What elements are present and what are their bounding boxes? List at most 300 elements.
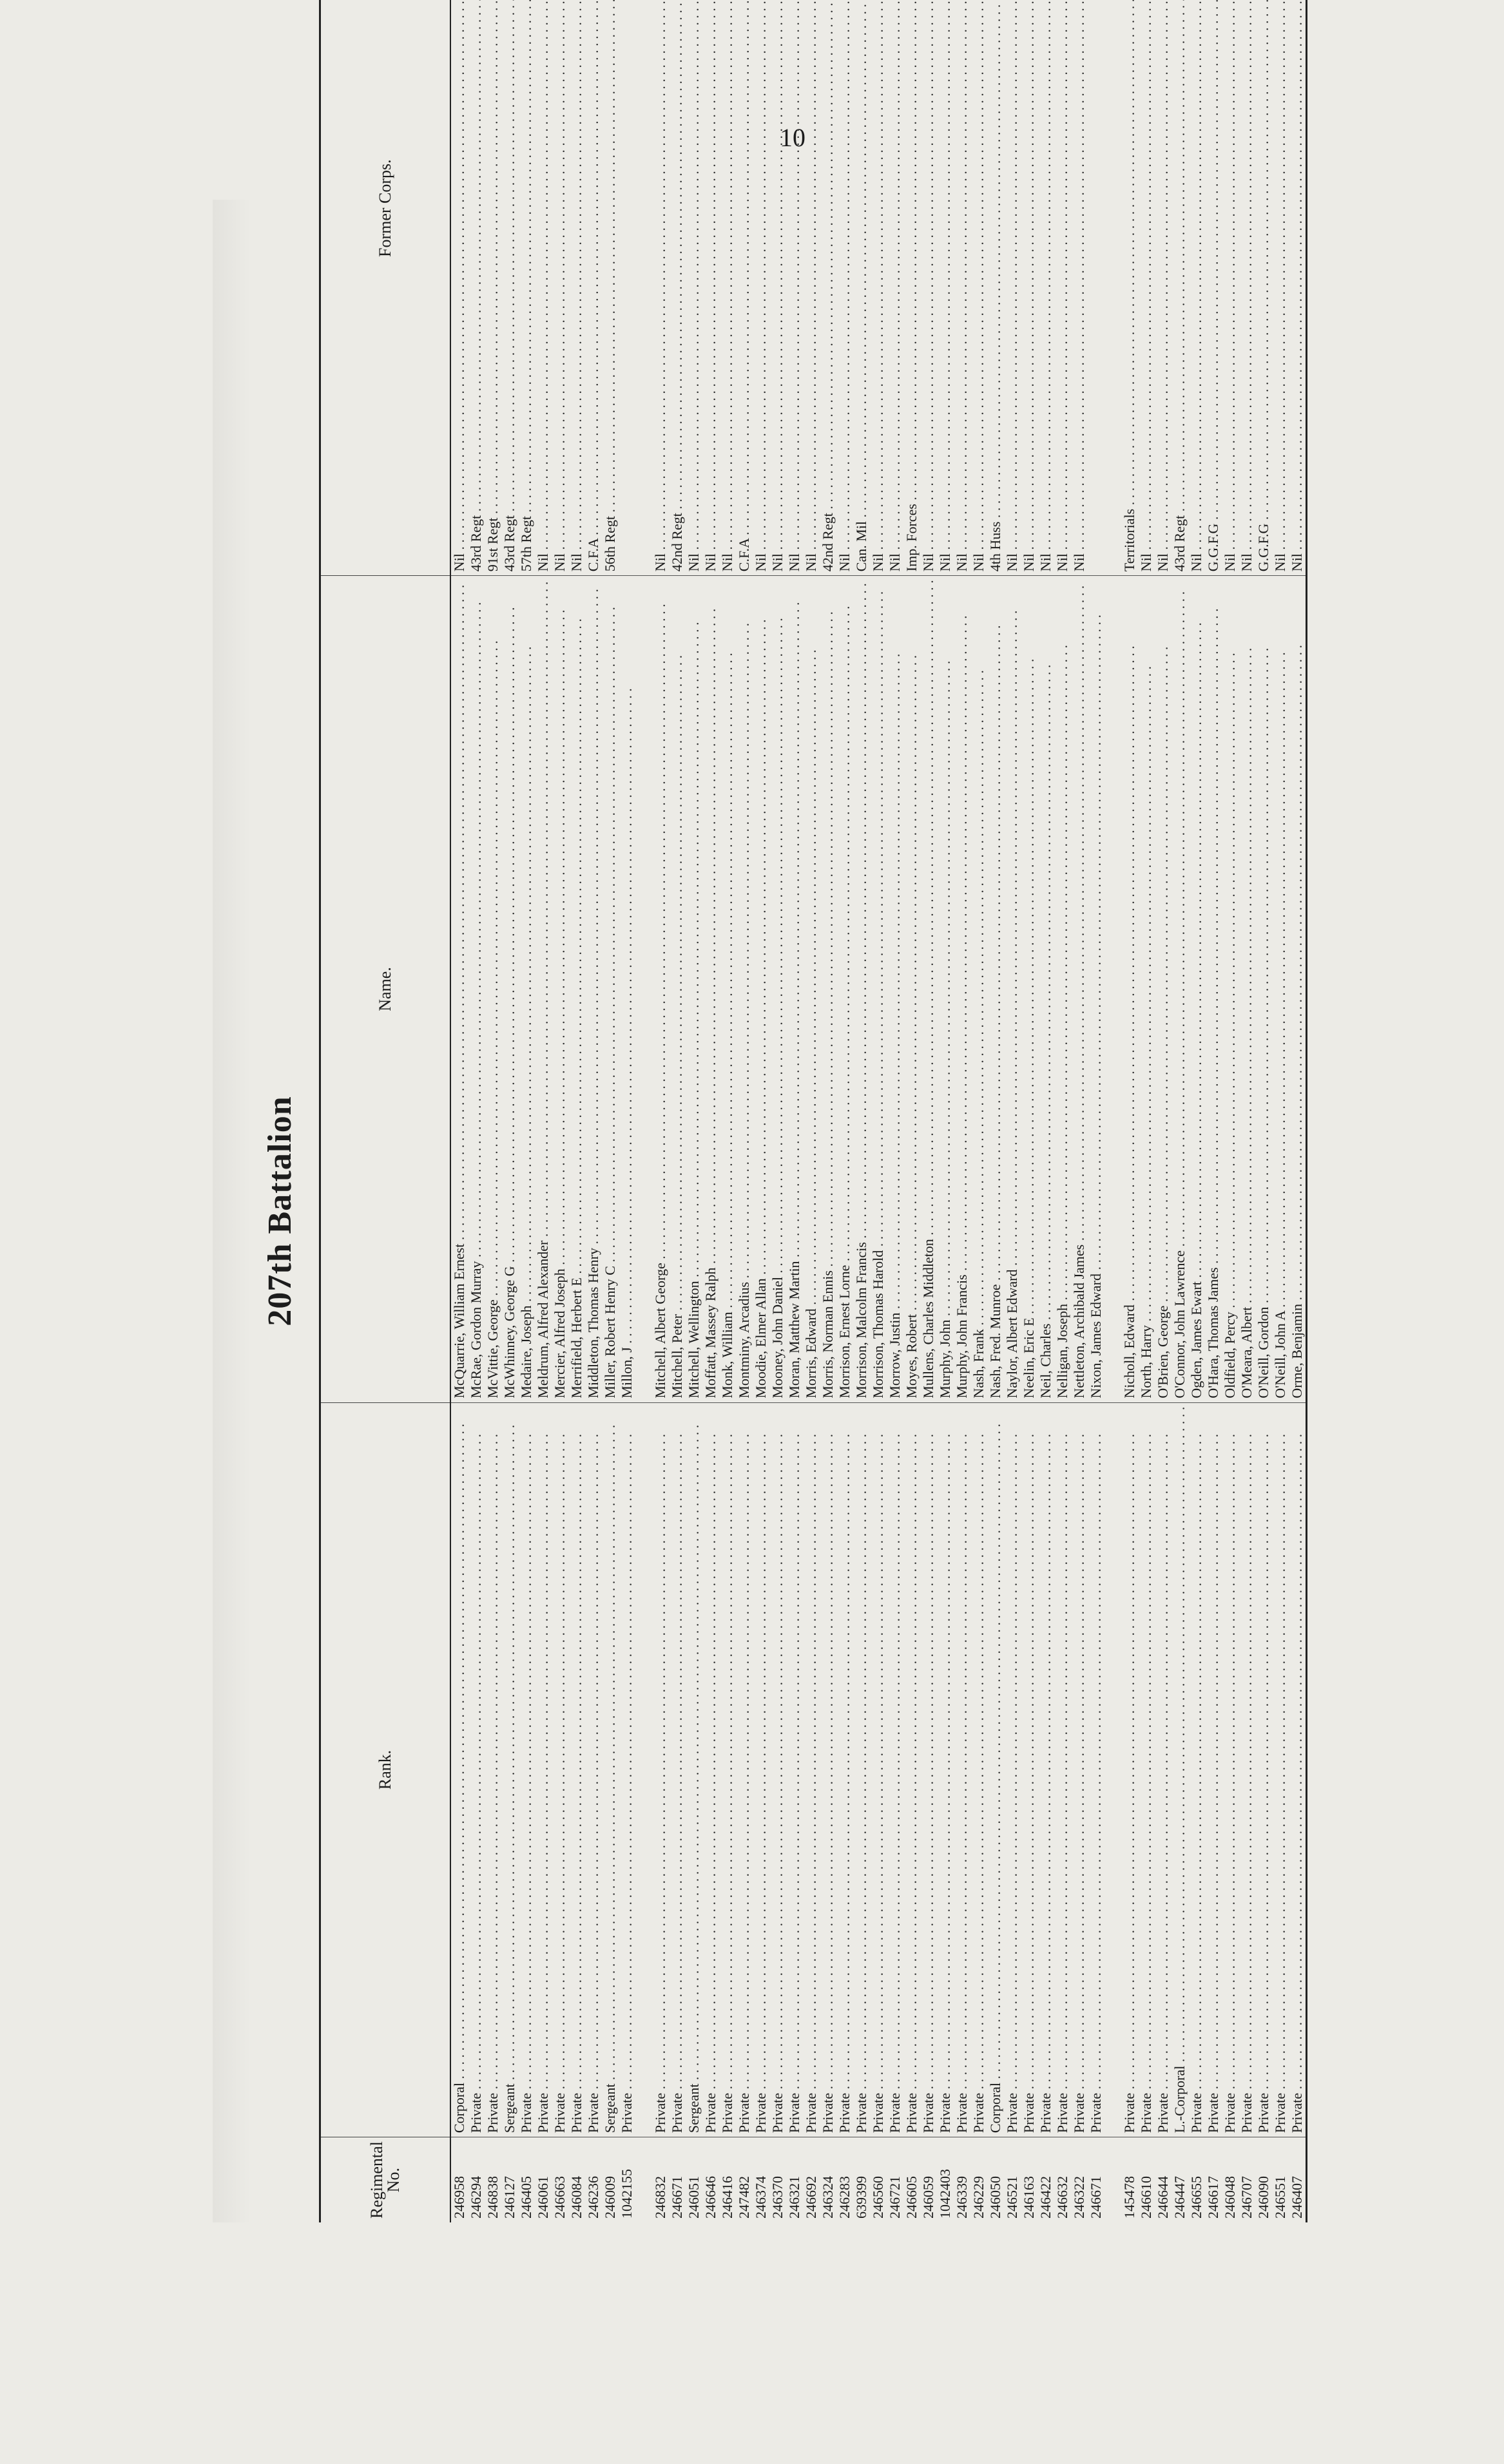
table-row: [619, 0, 635, 2222]
cell-rank-text: Private . . .: [486, 1407, 500, 2133]
cell-corps: [652, 0, 669, 576]
cell-corps: [518, 0, 535, 576]
cell-rank: [836, 1402, 853, 2137]
cell-corps: [485, 0, 501, 576]
cell-rank: [1272, 1402, 1289, 2137]
cell-rank: [1205, 1402, 1222, 2137]
cell-name-text: McRae, Gordon Murray . . .: [469, 580, 483, 1398]
cell-rank: [702, 1402, 719, 2137]
cell-no-text: 246646: [702, 2176, 718, 2219]
cell-corps-text: Nil . . .: [687, 0, 701, 571]
cell-no: [803, 2137, 820, 2222]
header-name: Name.: [320, 576, 451, 1402]
table-row: [702, 0, 719, 2222]
cell-name-text: McVittie, George . . .: [486, 580, 500, 1398]
cell-name: [1205, 576, 1222, 1402]
cell-rank: [1289, 1402, 1307, 2137]
cell-corps-text: Nil . . .: [754, 0, 768, 571]
cell-no: [920, 2137, 937, 2222]
table-row: [870, 0, 887, 2222]
cell-rank: [853, 1402, 870, 2137]
cell-corps: [803, 0, 820, 576]
cell-corps: [1054, 0, 1071, 576]
cell-name: [920, 576, 937, 1402]
cell-rank-text: Private . . .: [1022, 1407, 1036, 2133]
table-row: [1205, 0, 1222, 2222]
cell-corps-text: Nil . . .: [838, 0, 852, 571]
cell-no-text: 246407: [1289, 2176, 1305, 2219]
cell-no-text: 246009: [602, 2176, 618, 2219]
cell-no: [954, 2137, 970, 2222]
cell-no-text: 1042155: [619, 2169, 635, 2219]
cell-rank-text: Sergeant . . .: [687, 1407, 701, 2133]
cell-no-text: 246958: [451, 2176, 467, 2219]
cell-name: [485, 576, 501, 1402]
header-rank: Rank.: [320, 1402, 451, 2137]
cell-corps-text: Nil . . .: [452, 0, 467, 571]
table-row: [585, 0, 602, 2222]
group-spacer: [635, 0, 652, 2222]
cell-no-text: 246339: [954, 2176, 970, 2219]
cell-corps: [552, 0, 568, 576]
cell-name: [803, 576, 820, 1402]
cell-corps: [1205, 0, 1222, 576]
cell-rank: [1071, 1402, 1088, 2137]
cell-corps: [820, 0, 836, 576]
cell-corps: [669, 0, 686, 576]
table-row: [669, 0, 686, 2222]
header-row: [320, 0, 396, 2222]
cell-corps-text: 43rd Regt . . .: [469, 0, 483, 571]
cell-rank-text: Private . . .: [838, 1407, 852, 2133]
table-row: [568, 0, 585, 2222]
cell-rank: [920, 1402, 937, 2137]
rotated-roll: [261, 159, 1395, 2222]
cell-no-text: 246521: [1004, 2176, 1020, 2219]
cell-corps: [920, 0, 937, 576]
cell-rank: [485, 1402, 501, 2137]
cell-no: [753, 2137, 769, 2222]
cell-rank: [786, 1402, 803, 2137]
cell-no-text: 246084: [568, 2176, 584, 2219]
cell-name: [602, 576, 619, 1402]
cell-no-text: 246655: [1188, 2176, 1204, 2219]
cell-name-text: Morris, Norman Ennis . . .: [821, 580, 835, 1398]
cell-no-text: 246671: [669, 2176, 685, 2219]
cell-no: [518, 2137, 535, 2222]
table-row: [903, 0, 920, 2222]
cell-name: [736, 576, 753, 1402]
cell-rank: [970, 1402, 987, 2137]
cell-name-text: Nicholl, Edward . . .: [1123, 580, 1137, 1398]
table-row: [987, 0, 1004, 2222]
cell-name-text: O'Neill, John A . . .: [1273, 580, 1287, 1398]
cell-no: [1004, 2137, 1021, 2222]
cell-rank: [585, 1402, 602, 2137]
table-row: [652, 0, 669, 2222]
cell-rank: [1088, 1402, 1104, 2137]
cell-name: [585, 576, 602, 1402]
table-row: [535, 0, 552, 2222]
cell-rank-text: Sergeant . . .: [603, 1407, 617, 2133]
cell-rank: [719, 1402, 736, 2137]
cell-name-text: Moyes, Robert . . .: [905, 580, 919, 1398]
cell-name: [501, 576, 518, 1402]
cell-no: [1171, 2137, 1188, 2222]
cell-no: [1289, 2137, 1307, 2222]
cell-name: [769, 576, 786, 1402]
cell-rank-text: Private . . .: [720, 1407, 735, 2133]
cell-no: [1054, 2137, 1071, 2222]
cell-name-text: Millon, J . . .: [620, 580, 634, 1398]
cell-rank: [803, 1402, 820, 2137]
cell-corps-text: Nil . . .: [804, 0, 818, 571]
cell-name: [937, 576, 954, 1402]
cell-corps-text: G.G.F.G . . .: [1257, 0, 1271, 571]
cell-no-text: 246163: [1021, 2176, 1037, 2219]
cell-no-text: 246321: [786, 2176, 802, 2219]
cell-corps: [786, 0, 803, 576]
table-row: [1021, 0, 1037, 2222]
table-row: [937, 0, 954, 2222]
cell-no: [602, 2137, 619, 2222]
cell-rank-text: Private . . .: [570, 1407, 584, 2133]
cell-rank-text: Private . . .: [553, 1407, 567, 2133]
cell-no: [1239, 2137, 1255, 2222]
cell-corps: [853, 0, 870, 576]
cell-name: [1054, 576, 1071, 1402]
table-row: [1054, 0, 1071, 2222]
cell-corps-text: Nil . . .: [938, 0, 952, 571]
cell-corps-text: Nil . . .: [888, 0, 902, 571]
cell-name-text: Nash, Frank . . .: [972, 580, 986, 1398]
cell-name: [552, 576, 568, 1402]
cell-no: [820, 2137, 836, 2222]
cell-name-text: Mitchell, Wellington . . .: [687, 580, 701, 1398]
table-row: [686, 0, 702, 2222]
table-row: [803, 0, 820, 2222]
cell-rank-text: Private . . .: [888, 1407, 902, 2133]
cell-corps-text: Imp. Forces . . .: [905, 0, 919, 571]
cell-name: [836, 576, 853, 1402]
cell-corps: [736, 0, 753, 576]
cell-name-text: Moffatt, Massey Ralph . . .: [704, 580, 718, 1398]
cell-corps-text: Nil . . .: [955, 0, 969, 571]
cell-corps: [954, 0, 970, 576]
cell-no-text: 246663: [552, 2176, 568, 2219]
cell-rank-text: Private . . .: [972, 1407, 986, 2133]
cell-no: [836, 2137, 853, 2222]
cell-no: [535, 2137, 552, 2222]
cell-no: [736, 2137, 753, 2222]
cell-name: [669, 576, 686, 1402]
cell-rank: [652, 1402, 669, 2137]
cell-corps-text: Nil . . .: [1005, 0, 1019, 571]
cell-no: [970, 2137, 987, 2222]
cell-corps: [769, 0, 786, 576]
cell-corps-text: 42nd Regt . . .: [670, 0, 684, 571]
cell-rank-text: Private . . .: [469, 1407, 483, 2133]
cell-corps-text: Nil . . .: [1022, 0, 1036, 571]
cell-name: [468, 576, 485, 1402]
cell-name-text: Mitchell, Albert George . . .: [653, 580, 668, 1398]
cell-no-text: 246610: [1138, 2176, 1154, 2219]
cell-corps-text: Nil . . .: [653, 0, 668, 571]
cell-name-text: Medaire, Joseph . . .: [519, 580, 534, 1398]
table-row: [1188, 0, 1205, 2222]
cell-corps-text: Nil . . .: [1139, 0, 1153, 571]
cell-rank: [1255, 1402, 1272, 2137]
cell-name: [1071, 576, 1088, 1402]
cell-name: [786, 576, 803, 1402]
cell-corps-text: 42nd Regt . . .: [821, 0, 835, 571]
cell-name-text: McQuarrie, William Ernest . . .: [452, 580, 467, 1398]
cell-corps: [468, 0, 485, 576]
cell-name: [535, 576, 552, 1402]
cell-name-text: Merrifield, Herbert E . . .: [570, 580, 584, 1398]
cell-no-text: 246374: [753, 2176, 769, 2219]
cell-name-text: Middleton, Thomas Henry . . .: [586, 580, 601, 1398]
cell-corps: [1239, 0, 1255, 576]
table-row: [485, 0, 501, 2222]
group-spacer: [1104, 0, 1121, 2222]
cell-name-text: Miller, Robert Henry C . . .: [603, 580, 617, 1398]
cell-rank-text: Private . . .: [1206, 1407, 1220, 2133]
cell-no: [769, 2137, 786, 2222]
cell-no-text: 246617: [1205, 2176, 1221, 2219]
cell-corps-text: Nil . . .: [1156, 0, 1170, 571]
cell-name: [1222, 576, 1239, 1402]
cell-rank-text: Private . . .: [586, 1407, 601, 2133]
cell-no: [619, 2137, 635, 2222]
cell-name-text: Nixon, James Edward . . .: [1089, 580, 1103, 1398]
cell-no-text: 246127: [501, 2176, 517, 2219]
table-row: [1138, 0, 1155, 2222]
cell-corps: [937, 0, 954, 576]
cell-corps-text: Nil . . .: [536, 0, 550, 571]
cell-no-text: 246048: [1222, 2176, 1238, 2219]
cell-name-text: Nelligan, Joseph . . .: [1056, 580, 1070, 1398]
cell-rank-text: Private . . .: [787, 1407, 802, 2133]
cell-no: [903, 2137, 920, 2222]
cell-corps-text: Can. Mil . . .: [854, 0, 869, 571]
table-row: [518, 0, 535, 2222]
cell-name: [1121, 576, 1138, 1402]
cell-name-text: Mitchell, Peter . . .: [670, 580, 684, 1398]
cell-no-text: 246832: [652, 2176, 668, 2219]
cell-name: [970, 576, 987, 1402]
table-row: [602, 0, 619, 2222]
cell-no-text: 246447: [1171, 2176, 1188, 2219]
cell-name-text: Neelin, Eric E . . .: [1022, 580, 1036, 1398]
cell-rank: [619, 1402, 635, 2137]
cell-rank: [820, 1402, 836, 2137]
cell-no: [485, 2137, 501, 2222]
cell-corps-text: Nil . . .: [771, 0, 785, 571]
cell-rank-text: Private . . .: [1273, 1407, 1287, 2133]
header-regimental-no: Regimental No.: [320, 2137, 451, 2222]
cell-corps: [903, 0, 920, 576]
table-row: [769, 0, 786, 2222]
cell-corps-text: 57th Regt . . .: [519, 0, 534, 571]
cell-rank-text: Private . . .: [737, 1407, 751, 2133]
cell-corps-text: Nil . . .: [787, 0, 802, 571]
cell-corps: [1004, 0, 1021, 576]
cell-corps-text: Nil . . .: [1290, 0, 1304, 571]
cell-rank-text: L.-Corporal . . .: [1173, 1407, 1187, 2133]
cell-no: [1071, 2137, 1088, 2222]
cell-no-text: 246090: [1255, 2176, 1271, 2219]
cell-rank: [769, 1402, 786, 2137]
cell-rank-text: Private . . .: [1257, 1407, 1271, 2133]
cell-corps-text: Nil . . .: [570, 0, 584, 571]
cell-corps-text: Territorials . . .: [1123, 0, 1137, 571]
cell-no-text: 246229: [970, 2176, 987, 2219]
cell-name-text: Morris, Edward . . .: [804, 580, 818, 1398]
cell-no-text: 246692: [803, 2176, 819, 2219]
cell-name: [619, 576, 635, 1402]
cell-corps: [719, 0, 736, 576]
cell-no: [1205, 2137, 1222, 2222]
table-row: [736, 0, 753, 2222]
cell-name-text: Moodie, Elmer Allan . . .: [754, 580, 768, 1398]
cell-rank-text: Private . . .: [905, 1407, 919, 2133]
cell-rank: [568, 1402, 585, 2137]
cell-corps-text: Nil . . .: [1039, 0, 1053, 571]
cell-no-text: 246051: [686, 2176, 702, 2219]
cell-rank: [602, 1402, 619, 2137]
table-row: [1121, 0, 1138, 2222]
cell-name: [1255, 576, 1272, 1402]
cell-rank-text: Private . . .: [1056, 1407, 1070, 2133]
cell-rank: [1021, 1402, 1037, 2137]
cell-no: [987, 2137, 1004, 2222]
cell-rank: [669, 1402, 686, 2137]
cell-name: [1088, 576, 1104, 1402]
cell-name-text: Mooney, John Daniel . . .: [771, 580, 785, 1398]
cell-rank-text: Private . . .: [1156, 1407, 1170, 2133]
cell-no: [1188, 2137, 1205, 2222]
cell-no-text: 246405: [518, 2176, 534, 2219]
cell-rank: [954, 1402, 970, 2137]
cell-no: [568, 2137, 585, 2222]
cell-corps: [1121, 0, 1138, 576]
cell-corps: [686, 0, 702, 576]
cell-name-text: Morrison, Thomas Harold . . .: [871, 580, 885, 1398]
cell-name-text: O'Hara, Thomas James . . .: [1206, 580, 1220, 1398]
cell-rank-text: Private . . .: [1290, 1407, 1304, 2133]
cell-corps: [887, 0, 903, 576]
cell-no: [719, 2137, 736, 2222]
cell-corps-text: Nil . . .: [1273, 0, 1287, 571]
cell-rank: [987, 1402, 1004, 2137]
cell-name-text: Mullens, Charles Middleton . . .: [921, 580, 936, 1398]
cell-rank: [1004, 1402, 1021, 2137]
table-row: [820, 0, 836, 2222]
cell-rank-text: Private . . .: [754, 1407, 768, 2133]
cell-rank: [937, 1402, 954, 2137]
cell-name-text: Montminy, Arcadius . . .: [737, 580, 751, 1398]
cell-no-text: 246707: [1239, 2176, 1255, 2219]
page-number: 10: [780, 123, 805, 152]
cell-corps: [602, 0, 619, 576]
cell-name-text: Moran, Matthew Martin . . .: [787, 580, 802, 1398]
cell-corps: [1155, 0, 1171, 576]
cell-rank-text: Private . . .: [1072, 1407, 1086, 2133]
cell-no: [585, 2137, 602, 2222]
cell-name: [518, 576, 535, 1402]
cell-no-text: 246632: [1054, 2176, 1070, 2219]
table-row: [1088, 0, 1104, 2222]
table-row: [1222, 0, 1239, 2222]
cell-corps: [1171, 0, 1188, 576]
cell-corps: [1071, 0, 1088, 576]
cell-rank-text: Sergeant . . .: [503, 1407, 517, 2133]
cell-rank: [1155, 1402, 1171, 2137]
cell-corps: [1289, 0, 1307, 576]
cell-rank-text: Private . . .: [536, 1407, 550, 2133]
cell-rank-text: Private . . .: [653, 1407, 668, 2133]
cell-corps: [585, 0, 602, 576]
cell-no-text: 246416: [719, 2176, 735, 2219]
cell-corps: [1222, 0, 1239, 576]
cell-corps: [619, 0, 635, 576]
cell-rank: [1138, 1402, 1155, 2137]
cell-corps: [1088, 0, 1104, 576]
cell-rank: [753, 1402, 769, 2137]
nominal-roll-table: [319, 0, 1307, 2222]
cell-name: [954, 576, 970, 1402]
table-row: [1289, 0, 1307, 2222]
cell-name: [887, 576, 903, 1402]
cell-no-text: 247482: [736, 2176, 752, 2219]
cell-corps: [970, 0, 987, 576]
cell-rank-text: Private . . .: [771, 1407, 785, 2133]
cell-rank-text: Private . . .: [1190, 1407, 1204, 2133]
cell-rank: [887, 1402, 903, 2137]
cell-no-text: 246059: [920, 2176, 936, 2219]
roll-body: [450, 0, 1307, 2222]
table-row: [552, 0, 568, 2222]
cell-rank: [518, 1402, 535, 2137]
cell-no-text: 246370: [769, 2176, 786, 2219]
cell-corps: [987, 0, 1004, 576]
cell-rank-text: Corporal . . .: [452, 1407, 467, 2133]
cell-name: [1289, 576, 1307, 1402]
cell-rank: [501, 1402, 518, 2137]
table-row: [1272, 0, 1289, 2222]
cell-corps: [870, 0, 887, 576]
table-row: [786, 0, 803, 2222]
cell-no-text: 246294: [468, 2176, 484, 2219]
cell-no: [1037, 2137, 1054, 2222]
cell-no: [686, 2137, 702, 2222]
cell-no: [853, 2137, 870, 2222]
cell-name: [853, 576, 870, 1402]
cell-no-text: 246644: [1155, 2176, 1171, 2219]
cell-name-text: Nettleton, Archibald James . . .: [1072, 580, 1086, 1398]
cell-name-text: O'Connor, John Lawrence . . .: [1173, 580, 1187, 1398]
cell-no: [1272, 2137, 1289, 2222]
cell-rank-text: Corporal . . .: [988, 1407, 1003, 2133]
cell-no-text: 246422: [1037, 2176, 1054, 2219]
cell-name-text: Orme, Benjamin . . .: [1290, 580, 1304, 1398]
cell-corps-text: Nil . . .: [1056, 0, 1070, 571]
cell-rank-text: Private . . .: [704, 1407, 718, 2133]
cell-rank-text: Private . . .: [938, 1407, 952, 2133]
table-row: [501, 0, 518, 2222]
cell-corps-text: 56th Regt . . .: [603, 0, 617, 571]
